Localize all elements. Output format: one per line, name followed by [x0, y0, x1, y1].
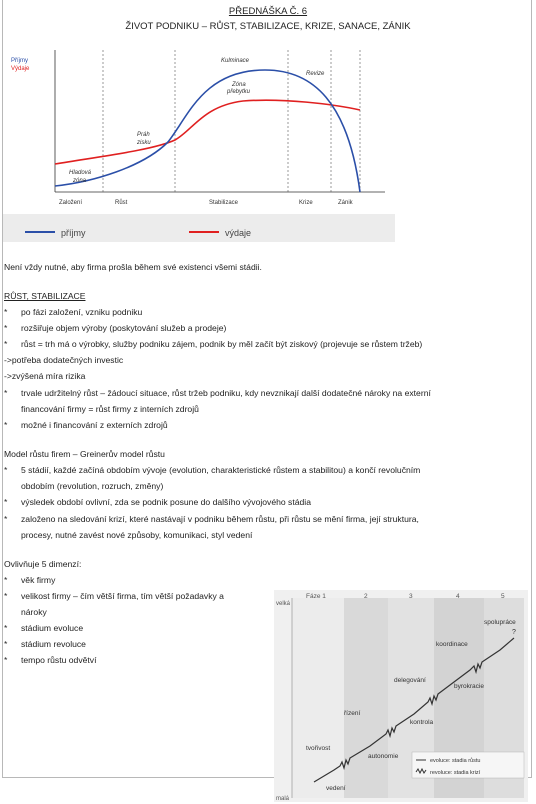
y-top-label: velká [276, 601, 291, 607]
stage-label: vedení [326, 785, 346, 792]
bullet-icon: * [4, 465, 8, 475]
legend-bottom-vydaje: výdaje [225, 228, 252, 238]
stage-label: spolupráce [484, 619, 516, 626]
arrow-line: ->potřeba dodatečných investic [4, 355, 124, 365]
bullet-item: rozšiřuje objem výroby (poskytování služeb a prodeje) [21, 323, 227, 333]
label-kulminace: Kulminace [221, 58, 250, 64]
bullet-item: věk firmy [21, 575, 56, 585]
bullet-icon: * [4, 575, 8, 585]
legend-revoluce: revoluce: stadia krizí [430, 770, 481, 776]
section-heading: RŮST, STABILIZACE [4, 291, 86, 301]
stage-label: tvořivost [306, 745, 331, 752]
bullet-icon: * [4, 388, 8, 398]
label-prebytku: přebytku [227, 89, 251, 95]
bullet-icon: * [4, 420, 8, 430]
greiner-diagram [274, 590, 528, 802]
phase-label: 3 [409, 593, 413, 600]
bullet-item: velikost firmy – čím větší firma, tím větší požadavky a [21, 591, 224, 601]
bullet-item-continued: financování firmy = růst firmy z interních zdrojů [21, 404, 199, 414]
bullet-item: výsledek období ovlivní, zda se podnik posune do dalšího vývojového stádia [21, 497, 311, 507]
bullet-icon: * [4, 514, 8, 524]
phase-label: Růst [115, 200, 128, 206]
label-revize: Revize [306, 71, 325, 77]
bullet-item: 5 stádií, každé začíná obdobím vývoje (evolution, charakteristické růstem a stabilitou) a končí revolučním [21, 465, 421, 475]
phase-label: Založení [59, 200, 83, 206]
stage-label: autonomie [368, 753, 399, 760]
bullet-item-continued: nároky [21, 607, 47, 617]
phase-label: 4 [456, 593, 460, 600]
phase-label: Stabilizace [209, 200, 239, 206]
stage-label: koordinace [436, 641, 468, 648]
bullet-item-continued: obdobím (revolution, rozruch, změny) [21, 481, 164, 491]
legend-evoluce: evoluce: stadia růstu [430, 758, 481, 764]
question-mark: ? [512, 629, 516, 636]
lifecycle-chart [3, 42, 395, 242]
bullet-item: stádium evoluce [21, 623, 84, 633]
bullet-icon: * [4, 655, 8, 665]
bullet-icon: * [4, 339, 8, 349]
label-zona: Zóna [232, 82, 246, 88]
bullet-icon: * [4, 307, 8, 317]
lecture-number: PŘEDNÁŠKA Č. 6 [228, 6, 308, 17]
stage-label: řízení [344, 710, 361, 717]
intro-text: Není vždy nutné, aby firma prošla během své existenci všemi stádii. [4, 262, 262, 272]
bullet-item-continued: procesy, nutné zavést nové způsoby, komunikaci, styl vedení [21, 530, 253, 540]
document-header [0, 4, 536, 34]
bullet-item: růst = trh má o výrobky, služby podniku zájem, podnik by měl začít být ziskový (projevuje se růstem tržeb) [21, 339, 423, 349]
stage-label: delegování [394, 677, 426, 684]
legend-bottom-prijmy: příjmy [61, 228, 86, 238]
label-hladova-zona: zóna [73, 178, 87, 184]
dims-heading: Ovlivňuje 5 dimenzí: [4, 559, 82, 569]
label-prah: Práh [137, 132, 150, 138]
bullet-item: po fázi založení, vzniku podniku [21, 307, 143, 317]
bullet-icon: * [4, 497, 8, 507]
bullet-icon: * [4, 323, 8, 333]
bullet-item: stádium revoluce [21, 639, 86, 649]
bullet-icon: * [4, 639, 8, 649]
arrow-line: ->zvýšená míra rizika [4, 371, 86, 381]
y-bottom-label: malá [276, 796, 290, 802]
stage-label: byrokracie [454, 683, 484, 690]
phase-label: Krize [299, 200, 313, 206]
lecture-title: ŽIVOT PODNIKU – RŮST, STABILIZACE, KRIZE, SANACE, ZÁNIK [125, 21, 411, 32]
phase-label: 5 [501, 593, 505, 600]
bullet-item: trvale udržitelný růst – žádoucí situace, růst tržeb podniku, kdy nevznikají další dodatečné nároky na externí [21, 388, 431, 398]
bullet-item: možné i financování z externích zdrojů [21, 420, 168, 430]
phase-label: Zánik [338, 200, 353, 206]
model-heading: Model růstu firem – Greinerův model růstu [4, 449, 165, 459]
bullet-icon: * [4, 623, 8, 633]
bullet-item: založeno na sledování krizí, které nastávají v podniku během růstu, při růstu se mění firma, její struktura, [21, 514, 419, 524]
stage-label: kontrola [410, 719, 434, 726]
legend-prijmy: Příjmy [11, 58, 28, 64]
phase-label: Fáze 1 [306, 593, 326, 600]
label-zisku: zisku [137, 140, 151, 146]
bullet-item: tempo růstu odvětví [21, 655, 97, 665]
phase-label: 2 [364, 593, 368, 600]
label-hladova: Hladová [69, 170, 92, 176]
legend-vydaje: Výdaje [11, 66, 30, 72]
bullet-icon: * [4, 591, 8, 601]
